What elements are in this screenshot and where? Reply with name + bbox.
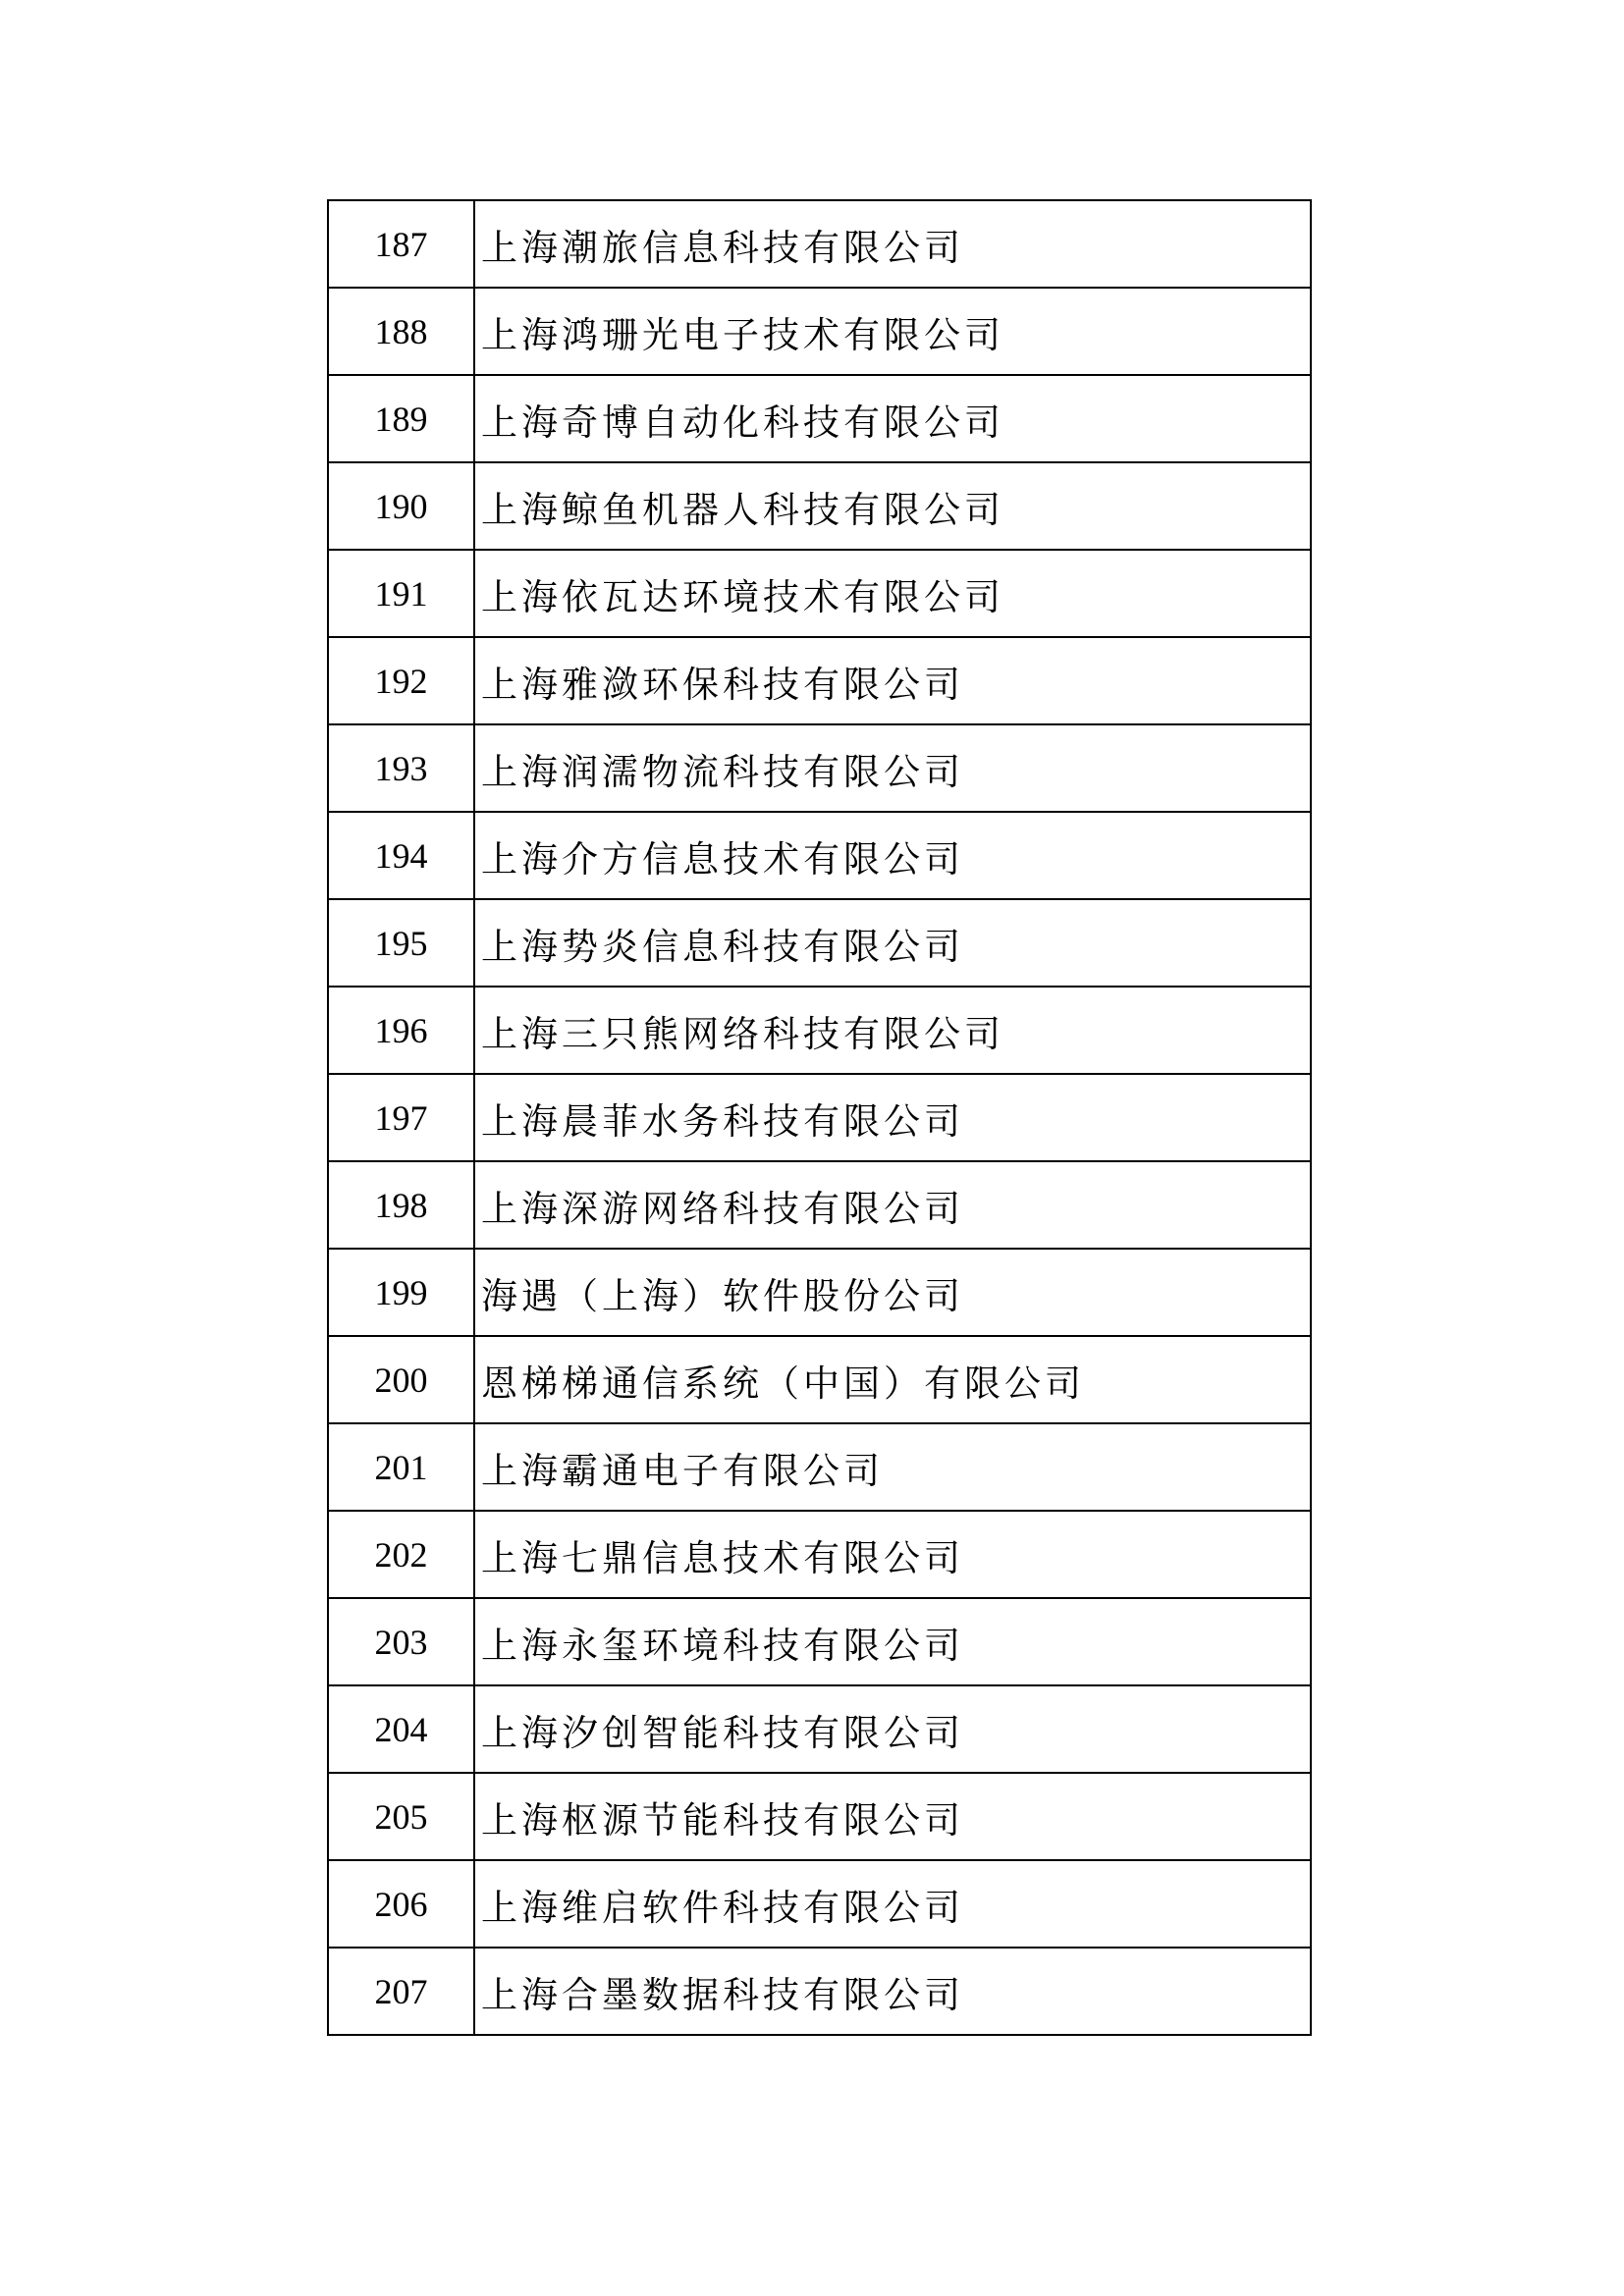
row-number: 202 [328, 1511, 474, 1598]
row-number: 187 [328, 200, 474, 288]
table-row [328, 550, 1311, 637]
table-body [328, 200, 1311, 2035]
table-row [328, 1074, 1311, 1161]
company-name: 上海依瓦达环境技术有限公司 [474, 550, 1311, 637]
table-row [328, 1860, 1311, 1948]
company-name: 上海霸通电子有限公司 [474, 1423, 1311, 1511]
table-row [328, 462, 1311, 550]
company-name: 恩梯梯通信系统（中国）有限公司 [474, 1336, 1311, 1423]
row-number: 191 [328, 550, 474, 637]
company-name: 上海永玺环境科技有限公司 [474, 1598, 1311, 1685]
company-name: 上海雅潋环保科技有限公司 [474, 637, 1311, 724]
table-row [328, 375, 1311, 462]
company-name: 上海润濡物流科技有限公司 [474, 724, 1311, 812]
table-row [328, 812, 1311, 899]
company-name: 上海深游网络科技有限公司 [474, 1161, 1311, 1249]
row-number: 203 [328, 1598, 474, 1685]
row-number: 196 [328, 987, 474, 1074]
table-row [328, 899, 1311, 987]
row-number: 200 [328, 1336, 474, 1423]
row-number: 201 [328, 1423, 474, 1511]
company-name: 上海介方信息技术有限公司 [474, 812, 1311, 899]
table-row [328, 1598, 1311, 1685]
company-name: 上海七鼎信息技术有限公司 [474, 1511, 1311, 1598]
table-row [328, 1423, 1311, 1511]
table-row [328, 987, 1311, 1074]
table-row [328, 288, 1311, 375]
table-row [328, 637, 1311, 724]
table-row [328, 1249, 1311, 1336]
company-name: 上海汐创智能科技有限公司 [474, 1685, 1311, 1773]
table-row [328, 1773, 1311, 1860]
row-number: 205 [328, 1773, 474, 1860]
table-row [328, 1511, 1311, 1598]
table-row [328, 724, 1311, 812]
company-name: 上海鲸鱼机器人科技有限公司 [474, 462, 1311, 550]
company-name: 上海合墨数据科技有限公司 [474, 1948, 1311, 2035]
table-row [328, 200, 1311, 288]
table-row [328, 1336, 1311, 1423]
row-number: 190 [328, 462, 474, 550]
row-number: 193 [328, 724, 474, 812]
row-number: 198 [328, 1161, 474, 1249]
company-name: 上海鸿珊光电子技术有限公司 [474, 288, 1311, 375]
company-name: 上海奇博自动化科技有限公司 [474, 375, 1311, 462]
company-list-table [327, 199, 1312, 2036]
row-number: 192 [328, 637, 474, 724]
row-number: 189 [328, 375, 474, 462]
row-number: 204 [328, 1685, 474, 1773]
table-row [328, 1161, 1311, 1249]
company-name: 上海潮旅信息科技有限公司 [474, 200, 1311, 288]
row-number: 207 [328, 1948, 474, 2035]
table-row [328, 1685, 1311, 1773]
row-number: 188 [328, 288, 474, 375]
row-number: 194 [328, 812, 474, 899]
row-number: 199 [328, 1249, 474, 1336]
row-number: 195 [328, 899, 474, 987]
company-name: 海遇（上海）软件股份公司 [474, 1249, 1311, 1336]
company-name: 上海三只熊网络科技有限公司 [474, 987, 1311, 1074]
company-name: 上海晨菲水务科技有限公司 [474, 1074, 1311, 1161]
company-name: 上海维启软件科技有限公司 [474, 1860, 1311, 1948]
table-row [328, 1948, 1311, 2035]
row-number: 206 [328, 1860, 474, 1948]
company-name: 上海势炎信息科技有限公司 [474, 899, 1311, 987]
row-number: 197 [328, 1074, 474, 1161]
company-name: 上海枢源节能科技有限公司 [474, 1773, 1311, 1860]
